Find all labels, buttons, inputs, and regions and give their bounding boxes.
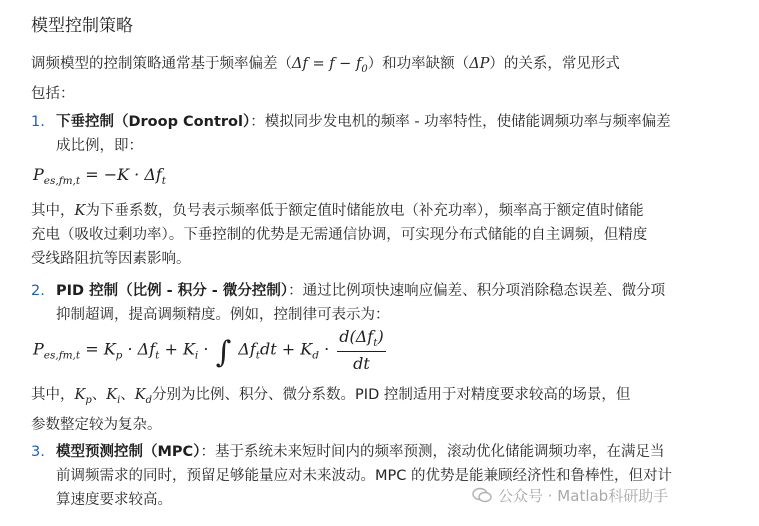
list-item-title: 模型预测控制（MPC） — [56, 444, 201, 460]
list-item-text: 抑制超调，提高调频精度。例如，控制律可表示为： — [56, 307, 390, 323]
list-number: 1. — [31, 114, 45, 130]
watermark-text: 公众号 · Matlab科研助手 — [498, 487, 669, 505]
list-item-text: ：基于系统未来短时间内的频率预测，滚动优化储能调频功率，在满足当 — [200, 444, 665, 460]
intro-text-c: ）的关系，常见形式 — [489, 56, 620, 72]
integral-sign: ∫ — [215, 334, 232, 370]
list-item-text: 成比例，即： — [56, 138, 143, 154]
intro-text-a: 调频模型的控制策略通常基于频率偏差（ — [31, 56, 292, 72]
list-number: 3. — [31, 444, 45, 460]
intro-paragraph — [31, 52, 731, 106]
equation-pid: $P_{es,fm,t} = K_p \cdot \Delta f_t + K_i$ · ∫ $\Delta f_tdt + K_d$ · $\frac{d(\Delta f_t)}{dt}$ — [33, 327, 384, 373]
intro-math-power: ΔP — [469, 56, 490, 72]
wechat-icon — [472, 487, 492, 503]
section-heading: 模型控制策略 — [31, 16, 133, 36]
droop-explanation: 其中，K为下垂系数，负号表示频率低于额定值时储能放电（补充功率），频率高于额定值时储能 充电（吸收过剩功率）。下垂控制的优势是无需通信协调，可实现分布式储能的自主调频，但精度 受线路阻抗等因素影响。 — [31, 203, 648, 267]
list-item-text: 前调频需求的同时，预留足够能量应对未来波动。MPC 的优势是能兼顾经济性和鲁棒性，但对计 — [56, 468, 672, 484]
watermark — [472, 485, 668, 506]
pid-explanation: 其中，$K_p$、$K_i$、$K_d$分别为比例、积分、微分系数。PID 控制适用于对精度要求较高的场景，但 参数整定较为复杂。 — [31, 387, 631, 433]
equation-droop: $P_{es,fm,t} = -K \cdot \Delta f_t$ — [33, 165, 167, 187]
list-item-title: PID 控制（比例 - 积分 - 微分控制） — [56, 283, 289, 299]
list-item-text: ：模拟同步发电机的频率 - 功率特性，使储能调频功率与频率偏差 — [250, 114, 671, 130]
derivative-fraction: $\frac{d(\Delta f_t)}{dt}$ — [339, 327, 384, 373]
list-item-text: ：通过比例项快速响应偏差、积分项消除稳态误差、微分项 — [288, 283, 666, 299]
intro-text-d: 包括： — [31, 85, 75, 102]
list-number: 2. — [31, 283, 45, 299]
intro-math-freq: $\Delta f = f - f_0$ — [292, 56, 368, 75]
list-item-title: 下垂控制（Droop Control） — [56, 114, 251, 130]
list-item-text: 算速度要求较高。 — [56, 492, 172, 508]
intro-text-b: ）和功率缺额（ — [367, 56, 470, 72]
